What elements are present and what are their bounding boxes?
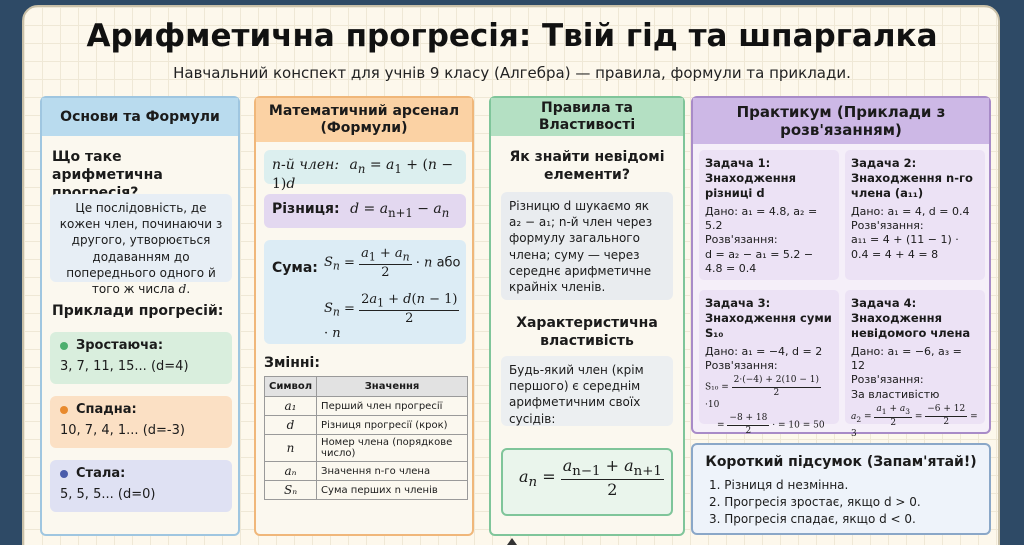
example-constant [50, 460, 232, 512]
summary-title: Короткий підсумок (Запам'ятай!) [705, 454, 977, 470]
summary-box [691, 443, 991, 535]
nth-term-label: n-й член: [272, 157, 340, 173]
example-label: Стала: [76, 466, 126, 481]
example-decreasing [50, 396, 232, 448]
what-is-title: Що таке арифметична [52, 149, 163, 184]
definition-var: d [178, 281, 187, 296]
task-given: Дано: a₁ = 4.8, a₂ = 5.2 [705, 204, 818, 233]
formulas-heading: Математичний арсенал (Формули) [256, 98, 472, 142]
examples-title: Приклади прогресій: [52, 303, 224, 319]
find-unknown-title: Як знайти невідомі елементи? [509, 149, 665, 184]
definition-text: Це послідовність, де кожен член, починаючи з другого, утворюється додаванням до попереднього одного й того ж числа [59, 201, 223, 296]
task-solution: d = a₂ − a₁ = 5.2 − 4.8 = 0.4 [705, 247, 814, 275]
task-solution-label: Розв'язання: [705, 233, 778, 247]
practice-column [691, 96, 991, 440]
blue-dot-icon [60, 470, 68, 478]
task-solution-end: = 10 = 50 [777, 421, 825, 432]
or-text: або [436, 255, 461, 271]
example-note: (d=0) [117, 486, 156, 502]
page-subtitle: Навчальний конспект для учнів 9 класу (Алгебра) — правила, формули та приклади. [173, 64, 851, 82]
task-given: Дано: a₁ = 4, d = 0.4 [851, 204, 970, 218]
difference-formula: Різниця: $d = a_{n+1} - a_n$ [264, 194, 466, 228]
task-4: Задача 4: Знаходження невідомого члена Дано: a₁ = −6, a₃ = 12 Розв'язання: За властивістю $a_2$ = $\frac{a_1 + a_3}{2}$ = $\frac{-6 + 12}{2}$ = 3 [845, 290, 985, 424]
table-row: aₙ Значення n-го члена [265, 462, 468, 481]
summary-item: 2. Прогресія зростає, якщо d > 0. [709, 494, 921, 509]
property-formula: $a_n$ = $\frac{a_{n-1} + a_{n+1}}{2}$ [501, 448, 673, 516]
table-header: Символ [265, 377, 317, 397]
nth-term-formula: n-й член: $a_n = a_1 + (n - 1)d$ [264, 150, 466, 184]
rules-heading: Правила та Властивості [491, 98, 683, 136]
variables-title: Змінні: [264, 355, 320, 371]
task-given: Дано: a₁ = −4, d = 2 [705, 344, 823, 358]
task-title: Задача 2: Знаходження n-го члена (a₁₁) [851, 156, 973, 200]
table-header: Значення [317, 377, 468, 397]
example-increasing [50, 332, 232, 384]
task-title: Задача 1: Знаходження різниці d [705, 156, 797, 200]
task-3: Задача 3: Знаходження суми S₁₀ Дано: a₁ = −4, d = 2 Розв'язання: S₁₀ = $\frac{2\cdot(-4) + 2(10 - 1)}{2}$ ·10 = $\frac{-8 + 18}{2}$ · = 10 = 50 [699, 290, 839, 424]
basics-column [40, 96, 240, 536]
table-row: n Номер члена (порядкове число) [265, 435, 468, 462]
green-dot-icon [60, 342, 68, 350]
summary-item: 1. Різниця d незмінна. [709, 478, 849, 493]
task-title: Задача 4: Знаходження невідомого члена [851, 296, 971, 340]
property-text: Будь-який член (крім першого) є середнім арифметичним своїх сусідів: [501, 356, 673, 426]
example-label: Спадна: [76, 402, 137, 417]
page-title: Арифметична прогресія: Твій гід та шпаргалка [86, 18, 938, 54]
task-solution: a₁₁ = 4 + (11 − 1) · 0.4 = 4 + 4 = 8 [851, 233, 959, 261]
example-label: Зростаюча: [76, 338, 164, 353]
orange-dot-icon [60, 406, 68, 414]
task-solution-label: Розв'язання: [851, 219, 924, 233]
table-row: a₁ Перший член прогресії [265, 397, 468, 416]
example-values: 5, 5, 5... [60, 486, 114, 502]
find-unknown-text: Різницю d шукаємо як a₂ − a₁; n-й член через формулу загального члена; суму — через середнє арифметичне крайніх членів. [501, 192, 673, 300]
summary-item: 3. Прогресія спадає, якщо d < 0. [709, 511, 916, 526]
example-note: (d=-3) [142, 422, 185, 438]
rules-column [489, 96, 685, 536]
variables-table [264, 376, 468, 500]
example-note: (d=4) [150, 358, 189, 374]
practice-heading: Практикум (Приклади з розв'язанням) [693, 98, 989, 144]
formulas-column [254, 96, 474, 536]
basics-heading: Основи та Формули [42, 98, 238, 136]
task-given: Дано: a₁ = −6, a₃ = 12 [851, 344, 962, 373]
task-solution: За властивістю [851, 387, 940, 401]
difference-label: Різниця: [272, 201, 340, 217]
pointer-icon [507, 538, 517, 545]
sum-label: Сума: [272, 260, 318, 276]
task-title: Задача 3: Знаходження суми S₁₀ [705, 296, 832, 340]
example-values: 3, 7, 11, 15... [60, 358, 147, 374]
sum-formula: Сума: $S_n$ = $\frac{a_1 + a_n}{2}$ · n або $S_n$ = $\frac{2a_1 + d(n - 1)}{2}$ · n [264, 240, 466, 344]
task-solution-label: Розв'язання: [851, 373, 924, 387]
table-row: d Різниця прогресії (крок) [265, 416, 468, 435]
task-solution-label: Розв'язання: [705, 359, 778, 373]
task-2 [845, 150, 985, 280]
task-solution: S₁₀ = [705, 383, 729, 394]
example-values: 10, 7, 4, 1... [60, 422, 139, 438]
table-row: Sₙ Сума перших n членів [265, 481, 468, 500]
definition-box: Це послідовність, де кожен член, починаючи з другого, утворюється додаванням до попереднього одного й того ж числа d. [50, 194, 232, 282]
property-title: Характеристична властивість [516, 315, 658, 350]
task-1 [699, 150, 839, 280]
